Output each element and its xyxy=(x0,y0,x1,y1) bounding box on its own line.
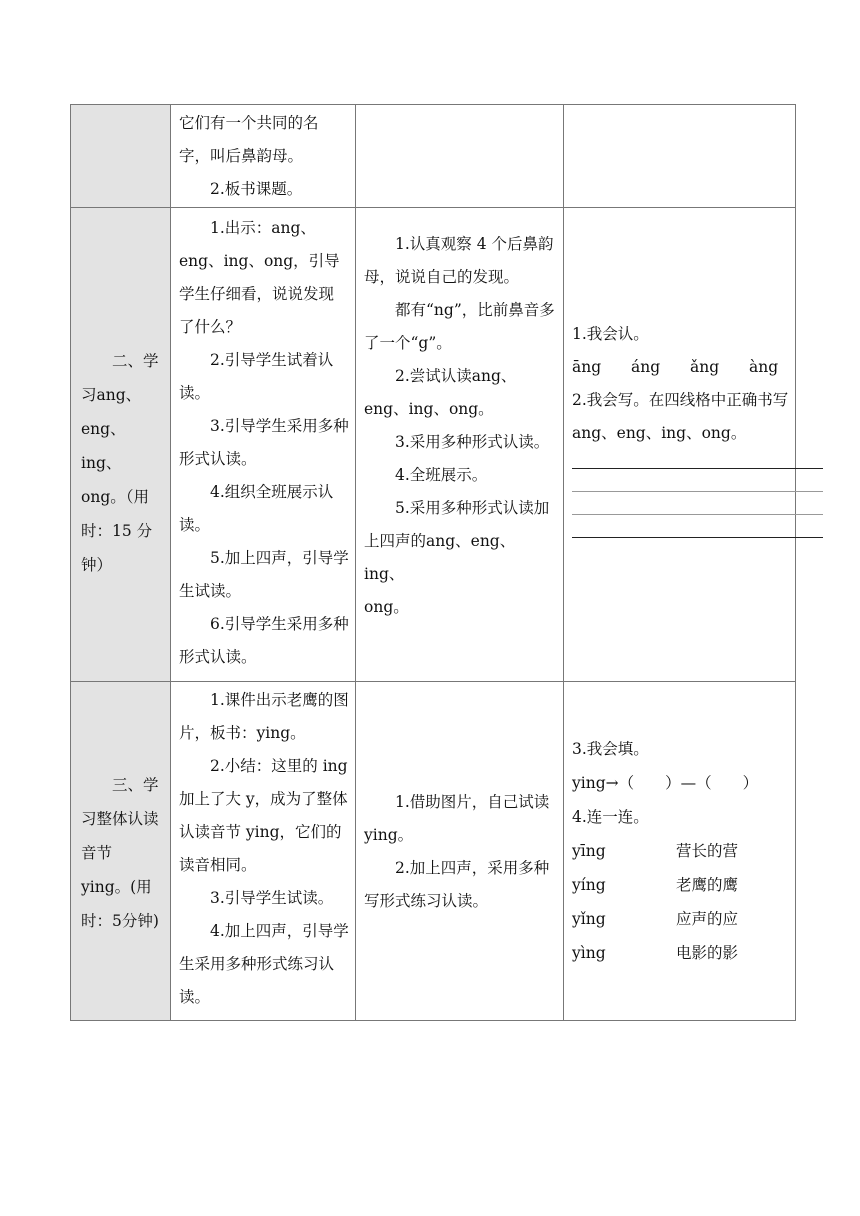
teacher-activity-cell xyxy=(171,105,356,208)
match-list xyxy=(572,834,795,970)
match-word: 营长的营 xyxy=(676,842,739,860)
fill-blank-line: ying→（ ）—（ ） xyxy=(572,774,759,792)
teacher-activity-cell xyxy=(171,682,356,1021)
match-word: 老鹰的鹰 xyxy=(676,876,739,894)
teacher-text: 字，叫后鼻韵母。 xyxy=(179,147,304,165)
exercise-question: 4.连一连。 xyxy=(572,808,649,826)
match-pinyin: yíng xyxy=(572,876,606,894)
four-line-grid xyxy=(572,468,809,538)
exercise-question: 3.我会填。 xyxy=(572,740,649,758)
stage-label: 三、学习整体认读音节 ying。(用时：5分钟) xyxy=(81,776,159,930)
teacher-text: 4.加上四声，引导学生采用多种形式练习认读。 xyxy=(179,922,349,1006)
stage-cell xyxy=(71,682,171,1021)
table-row xyxy=(71,105,796,208)
student-text: 1.认真观察 4 个后鼻韵母，说说自己的发现。 xyxy=(364,235,554,286)
student-text: 2.尝试认读ang、eng、ing、ong。 xyxy=(364,367,517,418)
teacher-text: 6.引导学生采用多种形式认读。 xyxy=(179,615,349,666)
lesson-plan-table xyxy=(70,104,796,1021)
match-pinyin: yǐng xyxy=(572,910,606,928)
teacher-text: 1.出示：ang、eng、ing、ong，引导学生仔细看，说说发现了什么？ xyxy=(179,219,340,336)
match-pinyin: yìng xyxy=(572,944,606,962)
match-word: 应声的应 xyxy=(676,910,739,928)
teacher-text: 2.引导学生试着认读。 xyxy=(179,351,334,402)
exercise-cell xyxy=(564,105,796,208)
student-text: 5.采用多种形式认读加上四声的ang、eng、ing、 xyxy=(364,499,550,583)
teacher-text: 它们有一个共同的名 xyxy=(179,114,319,132)
match-pinyin: yīng xyxy=(572,842,606,860)
match-row xyxy=(572,834,795,868)
student-activity-cell xyxy=(356,682,564,1021)
student-activity-cell xyxy=(356,208,564,682)
stage-cell xyxy=(71,208,171,682)
table-row xyxy=(71,682,796,1021)
pinyin-tones: āng áng ǎng àng xyxy=(572,358,779,376)
student-text: 3.采用多种形式认读。 xyxy=(395,433,550,451)
table-row xyxy=(71,208,796,682)
exercise-items: ang、eng、ing、ong。 xyxy=(572,424,747,442)
teacher-text: 5.加上四声，引导学生试读。 xyxy=(179,549,349,600)
student-activity-cell xyxy=(356,105,564,208)
match-row xyxy=(572,936,795,970)
teacher-text: 3.引导学生试读。 xyxy=(210,889,334,907)
stage-cell xyxy=(71,105,171,208)
student-text: 2.加上四声，采用多种写形式练习认读。 xyxy=(364,859,550,910)
teacher-text: 4.组织全班展示认读。 xyxy=(179,483,334,534)
match-row xyxy=(572,902,795,936)
exercise-question: 2.我会写。在四线格中正确书写 xyxy=(572,391,789,409)
student-text: ong。 xyxy=(364,598,409,616)
match-row xyxy=(572,868,795,902)
student-text: 1.借助图片，自己试读 ying。 xyxy=(364,793,550,844)
teacher-text: 2.板书课题。 xyxy=(210,180,303,198)
teacher-activity-cell xyxy=(171,208,356,682)
exercise-question: 1.我会认。 xyxy=(572,325,649,343)
match-word: 电影的影 xyxy=(676,944,739,962)
stage-label: 二、学习ang、eng、ing、ong。（用时：15 分钟） xyxy=(81,352,159,574)
exercise-cell xyxy=(564,208,796,682)
student-text: 都有“ng”，比前鼻音多了一个“g”。 xyxy=(364,301,555,352)
teacher-text: 3.引导学生采用多种形式认读。 xyxy=(179,417,349,468)
exercise-cell xyxy=(564,682,796,1021)
student-text: 4.全班展示。 xyxy=(395,466,488,484)
teacher-text: 1.课件出示老鹰的图片，板书：ying。 xyxy=(179,691,349,742)
teacher-text: 2.小结：这里的 ing加上了大 y，成为了整体认读音节 ying，它们的读音相同。 xyxy=(179,757,348,874)
